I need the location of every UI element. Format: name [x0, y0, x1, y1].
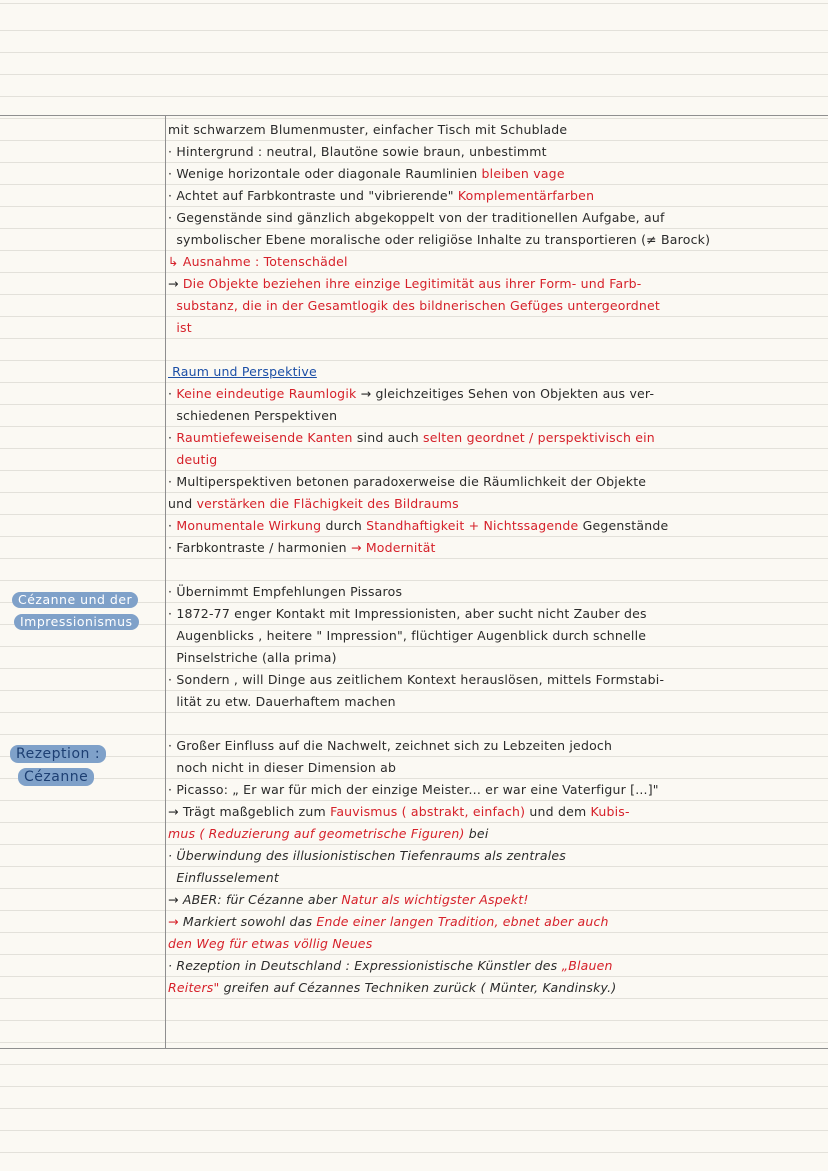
- note-text: · Multiperspektiven betonen paradoxerweise die Räumlichkeit der Objekte: [168, 474, 647, 489]
- note-line: [168, 977, 823, 999]
- note-line: [168, 185, 823, 207]
- note-text: ·: [168, 518, 177, 533]
- note-line: [168, 471, 823, 493]
- note-text: substanz, die in der Gesamtlogik des bildnerischen Gefüges untergeordnet: [168, 298, 661, 313]
- note-text: „Blauen: [561, 958, 613, 973]
- note-line: [168, 757, 823, 779]
- note-line: [168, 537, 823, 559]
- note-text: Raum und Perspektive: [168, 364, 317, 379]
- note-text: Fauvismus ( abstrakt, einfach): [330, 804, 526, 819]
- note-text: Kubis-: [590, 804, 630, 819]
- note-text: bei: [464, 826, 489, 841]
- note-line: [168, 867, 823, 889]
- note-line: [168, 163, 823, 185]
- note-text: deutig: [168, 452, 218, 467]
- note-text: und: [168, 496, 197, 511]
- note-text: →: [168, 276, 183, 291]
- note-text: Komplementärfarben: [457, 188, 595, 203]
- note-line: [168, 801, 823, 823]
- note-text: Reiters": [168, 980, 220, 995]
- note-line: [168, 845, 823, 867]
- note-line: [168, 713, 823, 735]
- note-text: → ABER: für Cézanne aber: [168, 892, 342, 907]
- note-line: [168, 119, 823, 141]
- note-text: Raumtiefeweisende Kanten: [176, 430, 353, 445]
- note-text: symbolischer Ebene moralische oder religiöse Inhalte zu transportieren (≠ Barock): [168, 232, 711, 247]
- note-line: [168, 823, 823, 845]
- note-line: [168, 273, 823, 295]
- margin-tag-line: Cézanne: [18, 768, 94, 786]
- note-text: mus ( Reduzierung auf geometrische Figuren): [168, 826, 465, 841]
- note-text: den Weg für etwas völlig Neues: [168, 936, 373, 951]
- note-line: [168, 207, 823, 229]
- note-text: · Hintergrund : neutral, Blautöne sowie braun, unbestimmt: [168, 144, 547, 159]
- note-line: [168, 427, 823, 449]
- note-text: Pinselstriche (alla prima): [168, 650, 337, 665]
- note-text: → Trägt maßgeblich zum: [168, 804, 331, 819]
- note-text: und dem: [525, 804, 591, 819]
- note-text: · Achtet auf Farbkontraste und "vibrierende": [168, 188, 458, 203]
- note-line: [168, 911, 823, 933]
- bottom-border-line: [0, 1048, 828, 1049]
- note-line: [168, 339, 823, 361]
- note-line: [168, 361, 823, 383]
- note-text: → Modernität: [350, 540, 436, 555]
- note-text: schiedenen Perspektiven: [168, 408, 338, 423]
- note-text: greifen auf Cézannes Techniken zurück ( Münter, Kandinsky.): [219, 980, 617, 995]
- note-text: · Gegenstände sind gänzlich abgekoppelt von der traditionellen Aufgabe, auf: [168, 210, 665, 225]
- note-line: [168, 625, 823, 647]
- note-line: [168, 559, 823, 581]
- note-line: [168, 669, 823, 691]
- note-text: · Sondern , will Dinge aus zeitlichem Kontext herauslösen, mittels Formstabi-: [168, 672, 665, 687]
- note-text: sind auch: [352, 430, 424, 445]
- note-line: [168, 933, 823, 955]
- margin-tag-line: Rezeption :: [10, 745, 106, 763]
- note-line: [168, 955, 823, 977]
- note-line: [168, 581, 823, 603]
- top-border-line: [0, 115, 828, 116]
- note-text: mit schwarzem Blumenmuster, einfacher Tisch mit Schublade: [168, 122, 568, 137]
- margin-tag-line: Impressionismus: [14, 614, 139, 630]
- note-text: ist: [168, 320, 192, 335]
- note-text: Einflusselement: [168, 870, 280, 885]
- note-text: ·: [168, 430, 177, 445]
- note-line: [168, 493, 823, 515]
- note-text: verstärken die Flächigkeit des Bildraums: [196, 496, 459, 511]
- note-line: [168, 251, 823, 273]
- note-text: noch nicht in dieser Dimension ab: [168, 760, 397, 775]
- note-text: · Wenige horizontale oder diagonale Raumlinien: [168, 166, 482, 181]
- note-line: [168, 141, 823, 163]
- note-text: lität zu etw. Dauerhaftem machen: [168, 694, 396, 709]
- note-line: [168, 295, 823, 317]
- note-text: Die Objekte beziehen ihre einzige Legitimität aus ihrer Form- und Farb-: [182, 276, 642, 291]
- note-text: → gleichzeitiges Sehen von Objekten aus ver-: [356, 386, 655, 401]
- note-line: [168, 735, 823, 757]
- note-line: [168, 889, 823, 911]
- note-text: · Farbkontraste / harmonien: [168, 540, 351, 555]
- margin-tag-line: Cézanne und der: [12, 592, 138, 608]
- note-text: · 1872-77 enger Kontakt mit Impressionisten, aber sucht nicht Zauber des: [168, 606, 647, 621]
- note-text: Gegenstände: [578, 518, 669, 533]
- note-line: [168, 779, 823, 801]
- note-line: [168, 449, 823, 471]
- note-text: · Picasso: „ Er war für mich der einzige Meister... er war eine Vaterfigur [...]": [168, 782, 659, 797]
- note-text: Monumentale Wirkung: [176, 518, 322, 533]
- note-text: · Überwindung des illusionistischen Tiefenraums als zentrales: [168, 848, 566, 863]
- note-line: [168, 383, 823, 405]
- note-text: Markiert sowohl das: [178, 914, 317, 929]
- note-text: durch: [321, 518, 367, 533]
- note-line: [168, 603, 823, 625]
- note-line: [168, 405, 823, 427]
- note-line: [168, 691, 823, 713]
- note-text: Standhaftigkeit + Nichtssagende: [366, 518, 579, 533]
- note-text: Keine eindeutige Raumlogik: [176, 386, 357, 401]
- note-line: [168, 229, 823, 251]
- note-text: · Übernimmt Empfehlungen Pissaros: [168, 584, 403, 599]
- note-text: bleiben vage: [481, 166, 565, 181]
- note-line: [168, 317, 823, 339]
- note-text: Ende einer langen Tradition, ebnet aber auch: [316, 914, 609, 929]
- note-text: · Großer Einfluss auf die Nachwelt, zeichnet sich zu Lebzeiten jedoch: [168, 738, 613, 753]
- note-line: [168, 515, 823, 537]
- note-line: [168, 647, 823, 669]
- note-text: ↳ Ausnahme : Totenschädel: [168, 254, 348, 269]
- note-text: Augenblicks , heitere " Impression", flüchtiger Augenblick durch schnelle: [168, 628, 647, 643]
- note-text: selten geordnet / perspektivisch ein: [423, 430, 655, 445]
- note-text: ·: [168, 386, 177, 401]
- note-text: Natur als wichtigster Aspekt!: [341, 892, 529, 907]
- margin-line: [165, 115, 166, 1049]
- note-text: →: [168, 914, 179, 929]
- note-text: · Rezeption in Deutschland : Expressionistische Künstler des: [168, 958, 562, 973]
